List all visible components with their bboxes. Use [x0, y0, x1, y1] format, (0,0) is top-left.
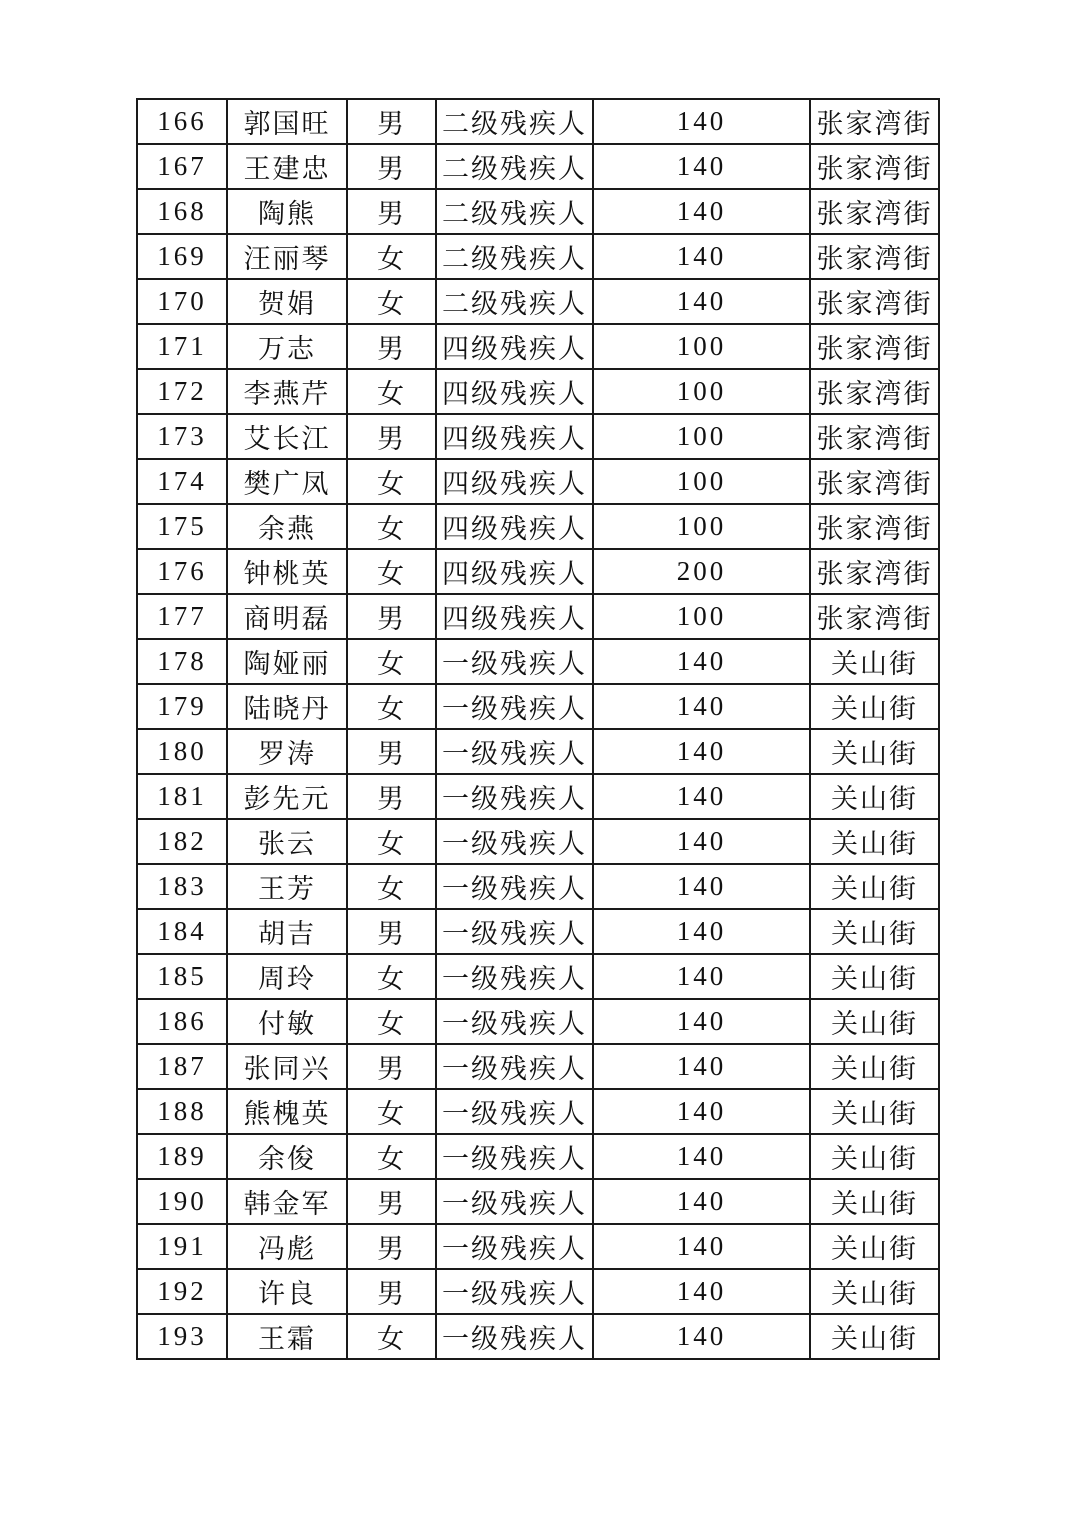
street-cell: 关山街 — [810, 909, 939, 954]
street-cell: 张家湾街 — [810, 144, 939, 189]
row-number-cell: 182 — [137, 819, 227, 864]
gender-cell: 男 — [347, 189, 436, 234]
table-row — [137, 189, 939, 234]
name-cell: 王建忠 — [227, 144, 347, 189]
table-row — [137, 594, 939, 639]
street-cell: 张家湾街 — [810, 549, 939, 594]
disability-level-cell: 一级残疾人 — [436, 1314, 593, 1359]
amount-cell: 140 — [593, 1314, 810, 1359]
row-number-cell: 188 — [137, 1089, 227, 1134]
gender-cell: 女 — [347, 1134, 436, 1179]
gender-cell: 男 — [347, 909, 436, 954]
disability-level-cell: 一级残疾人 — [436, 864, 593, 909]
gender-cell: 男 — [347, 414, 436, 459]
name-cell: 陶娅丽 — [227, 639, 347, 684]
gender-cell: 男 — [347, 729, 436, 774]
disability-level-cell: 二级残疾人 — [436, 99, 593, 144]
disability-level-cell: 四级残疾人 — [436, 459, 593, 504]
table-row — [137, 234, 939, 279]
amount-cell: 100 — [593, 369, 810, 414]
name-cell: 张同兴 — [227, 1044, 347, 1089]
street-cell: 张家湾街 — [810, 189, 939, 234]
row-number-cell: 185 — [137, 954, 227, 999]
amount-cell: 140 — [593, 234, 810, 279]
amount-cell: 140 — [593, 1089, 810, 1134]
disability-level-cell: 一级残疾人 — [436, 954, 593, 999]
street-cell: 关山街 — [810, 864, 939, 909]
name-cell: 冯彪 — [227, 1224, 347, 1269]
row-number-cell: 173 — [137, 414, 227, 459]
street-cell: 关山街 — [810, 1089, 939, 1134]
name-cell: 郭国旺 — [227, 99, 347, 144]
gender-cell: 男 — [347, 1044, 436, 1089]
row-number-cell: 181 — [137, 774, 227, 819]
amount-cell: 140 — [593, 729, 810, 774]
row-number-cell: 167 — [137, 144, 227, 189]
amount-cell: 140 — [593, 1134, 810, 1179]
gender-cell: 女 — [347, 549, 436, 594]
gender-cell: 男 — [347, 1269, 436, 1314]
table-row — [137, 504, 939, 549]
name-cell: 商明磊 — [227, 594, 347, 639]
row-number-cell: 190 — [137, 1179, 227, 1224]
street-cell: 张家湾街 — [810, 504, 939, 549]
amount-cell: 100 — [593, 459, 810, 504]
table-row — [137, 909, 939, 954]
name-cell: 余俊 — [227, 1134, 347, 1179]
amount-cell: 140 — [593, 774, 810, 819]
gender-cell: 女 — [347, 234, 436, 279]
amount-cell: 140 — [593, 1224, 810, 1269]
street-cell: 关山街 — [810, 774, 939, 819]
gender-cell: 女 — [347, 684, 436, 729]
table-row — [137, 999, 939, 1044]
amount-cell: 140 — [593, 639, 810, 684]
disability-level-cell: 四级残疾人 — [436, 324, 593, 369]
name-cell: 陆晓丹 — [227, 684, 347, 729]
row-number-cell: 179 — [137, 684, 227, 729]
gender-cell: 女 — [347, 819, 436, 864]
disability-level-cell: 四级残疾人 — [436, 594, 593, 639]
gender-cell: 女 — [347, 504, 436, 549]
street-cell: 关山街 — [810, 1314, 939, 1359]
amount-cell: 140 — [593, 999, 810, 1044]
disability-level-cell: 一级残疾人 — [436, 909, 593, 954]
table-row — [137, 864, 939, 909]
street-cell: 关山街 — [810, 1269, 939, 1314]
table-row — [137, 324, 939, 369]
row-number-cell: 178 — [137, 639, 227, 684]
gender-cell: 男 — [347, 324, 436, 369]
row-number-cell: 177 — [137, 594, 227, 639]
name-cell: 汪丽琴 — [227, 234, 347, 279]
amount-cell: 140 — [593, 864, 810, 909]
name-cell: 陶熊 — [227, 189, 347, 234]
row-number-cell: 170 — [137, 279, 227, 324]
gender-cell: 男 — [347, 594, 436, 639]
disability-level-cell: 二级残疾人 — [436, 279, 593, 324]
amount-cell: 140 — [593, 1179, 810, 1224]
table-row — [137, 954, 939, 999]
row-number-cell: 166 — [137, 99, 227, 144]
street-cell: 关山街 — [810, 999, 939, 1044]
amount-cell: 100 — [593, 324, 810, 369]
table-row — [137, 549, 939, 594]
disability-level-cell: 一级残疾人 — [436, 1269, 593, 1314]
row-number-cell: 187 — [137, 1044, 227, 1089]
disability-level-cell: 一级残疾人 — [436, 1224, 593, 1269]
table-row — [137, 1224, 939, 1269]
roster-table — [136, 98, 940, 1360]
street-cell: 关山街 — [810, 684, 939, 729]
disability-level-cell: 一级残疾人 — [436, 639, 593, 684]
street-cell: 张家湾街 — [810, 369, 939, 414]
row-number-cell: 193 — [137, 1314, 227, 1359]
amount-cell: 140 — [593, 909, 810, 954]
disability-level-cell: 一级残疾人 — [436, 1044, 593, 1089]
row-number-cell: 183 — [137, 864, 227, 909]
gender-cell: 男 — [347, 144, 436, 189]
street-cell: 张家湾街 — [810, 324, 939, 369]
name-cell: 彭先元 — [227, 774, 347, 819]
roster-table-body — [137, 99, 939, 1359]
table-row — [137, 684, 939, 729]
name-cell: 周玲 — [227, 954, 347, 999]
amount-cell: 100 — [593, 594, 810, 639]
disability-level-cell: 一级残疾人 — [436, 1134, 593, 1179]
street-cell: 张家湾街 — [810, 279, 939, 324]
name-cell: 钟桃英 — [227, 549, 347, 594]
street-cell: 关山街 — [810, 729, 939, 774]
disability-level-cell: 一级残疾人 — [436, 819, 593, 864]
amount-cell: 140 — [593, 279, 810, 324]
amount-cell: 140 — [593, 684, 810, 729]
street-cell: 关山街 — [810, 1179, 939, 1224]
gender-cell: 男 — [347, 1179, 436, 1224]
gender-cell: 女 — [347, 999, 436, 1044]
street-cell: 张家湾街 — [810, 234, 939, 279]
amount-cell: 100 — [593, 504, 810, 549]
table-row — [137, 1089, 939, 1134]
name-cell: 艾长江 — [227, 414, 347, 459]
row-number-cell: 176 — [137, 549, 227, 594]
gender-cell: 女 — [347, 954, 436, 999]
gender-cell: 男 — [347, 1224, 436, 1269]
table-row — [137, 279, 939, 324]
amount-cell: 140 — [593, 819, 810, 864]
amount-cell: 200 — [593, 549, 810, 594]
table-row — [137, 1269, 939, 1314]
disability-level-cell: 一级残疾人 — [436, 999, 593, 1044]
amount-cell: 140 — [593, 954, 810, 999]
amount-cell: 140 — [593, 1269, 810, 1314]
street-cell: 关山街 — [810, 819, 939, 864]
street-cell: 关山街 — [810, 639, 939, 684]
row-number-cell: 175 — [137, 504, 227, 549]
name-cell: 韩金军 — [227, 1179, 347, 1224]
name-cell: 王霜 — [227, 1314, 347, 1359]
amount-cell: 140 — [593, 1044, 810, 1089]
street-cell: 张家湾街 — [810, 99, 939, 144]
disability-level-cell: 二级残疾人 — [436, 144, 593, 189]
table-row — [137, 459, 939, 504]
table-row — [137, 99, 939, 144]
row-number-cell: 171 — [137, 324, 227, 369]
amount-cell: 140 — [593, 189, 810, 234]
street-cell: 关山街 — [810, 1134, 939, 1179]
gender-cell: 女 — [347, 864, 436, 909]
name-cell: 胡吉 — [227, 909, 347, 954]
disability-level-cell: 一级残疾人 — [436, 774, 593, 819]
name-cell: 万志 — [227, 324, 347, 369]
name-cell: 王芳 — [227, 864, 347, 909]
row-number-cell: 189 — [137, 1134, 227, 1179]
gender-cell: 女 — [347, 369, 436, 414]
row-number-cell: 172 — [137, 369, 227, 414]
amount-cell: 140 — [593, 144, 810, 189]
table-row — [137, 414, 939, 459]
name-cell: 余燕 — [227, 504, 347, 549]
name-cell: 熊槐英 — [227, 1089, 347, 1134]
gender-cell: 女 — [347, 1314, 436, 1359]
table-row — [137, 1314, 939, 1359]
disability-level-cell: 四级残疾人 — [436, 369, 593, 414]
row-number-cell: 191 — [137, 1224, 227, 1269]
disability-level-cell: 一级残疾人 — [436, 1089, 593, 1134]
row-number-cell: 184 — [137, 909, 227, 954]
gender-cell: 男 — [347, 99, 436, 144]
disability-level-cell: 一级残疾人 — [436, 729, 593, 774]
table-row — [137, 1044, 939, 1089]
table-row — [137, 1179, 939, 1224]
gender-cell: 女 — [347, 459, 436, 504]
street-cell: 关山街 — [810, 954, 939, 999]
name-cell: 李燕芹 — [227, 369, 347, 414]
gender-cell: 女 — [347, 1089, 436, 1134]
row-number-cell: 192 — [137, 1269, 227, 1314]
name-cell: 许良 — [227, 1269, 347, 1314]
row-number-cell: 180 — [137, 729, 227, 774]
gender-cell: 女 — [347, 279, 436, 324]
table-row — [137, 774, 939, 819]
gender-cell: 女 — [347, 639, 436, 684]
street-cell: 张家湾街 — [810, 594, 939, 639]
street-cell: 关山街 — [810, 1224, 939, 1269]
disability-level-cell: 四级残疾人 — [436, 504, 593, 549]
disability-level-cell: 二级残疾人 — [436, 189, 593, 234]
row-number-cell: 168 — [137, 189, 227, 234]
disability-level-cell: 四级残疾人 — [436, 549, 593, 594]
gender-cell: 男 — [347, 774, 436, 819]
table-row — [137, 369, 939, 414]
disability-level-cell: 一级残疾人 — [436, 1179, 593, 1224]
disability-level-cell: 一级残疾人 — [436, 684, 593, 729]
name-cell: 张云 — [227, 819, 347, 864]
amount-cell: 100 — [593, 414, 810, 459]
table-row — [137, 819, 939, 864]
table-row — [137, 639, 939, 684]
name-cell: 贺娟 — [227, 279, 347, 324]
amount-cell: 140 — [593, 99, 810, 144]
row-number-cell: 169 — [137, 234, 227, 279]
name-cell: 付敏 — [227, 999, 347, 1044]
street-cell: 张家湾街 — [810, 459, 939, 504]
row-number-cell: 186 — [137, 999, 227, 1044]
disability-level-cell: 四级残疾人 — [436, 414, 593, 459]
table-row — [137, 1134, 939, 1179]
disability-level-cell: 二级残疾人 — [436, 234, 593, 279]
street-cell: 关山街 — [810, 1044, 939, 1089]
name-cell: 罗涛 — [227, 729, 347, 774]
row-number-cell: 174 — [137, 459, 227, 504]
name-cell: 樊广凤 — [227, 459, 347, 504]
table-row — [137, 144, 939, 189]
street-cell: 张家湾街 — [810, 414, 939, 459]
table-row — [137, 729, 939, 774]
